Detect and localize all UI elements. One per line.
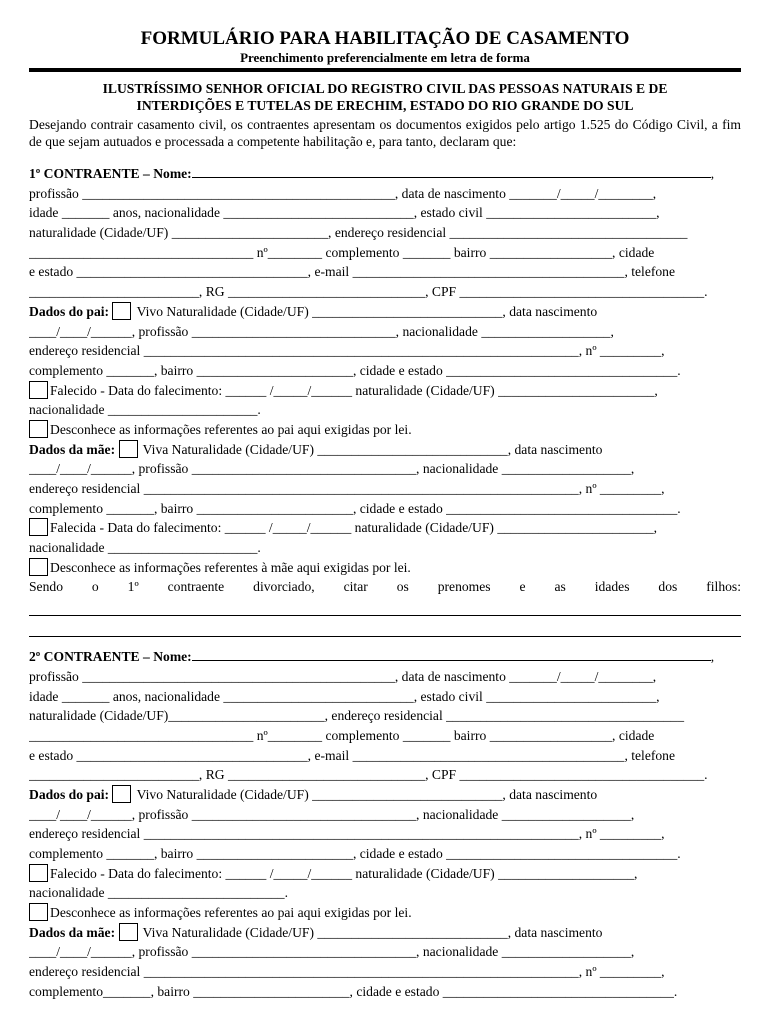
c1-pai-line-4[interactable]: complemento _______, bairro _______________________, cidade e estado __________________________________. bbox=[29, 362, 681, 378]
c2-mae-line-2[interactable]: ____/____/______, profissão _________________________________, nacionalidade ___________________, bbox=[29, 944, 635, 960]
c1-pai-desconhece-text: Desconhece as informações referentes ao pai aqui exigidas por lei. bbox=[50, 421, 412, 437]
c1-pai-line-3[interactable]: endereço residencial ________________________________________________________________, nº _________, bbox=[29, 343, 665, 359]
c1-mae-nacionalidade[interactable]: nacionalidade ______________________. bbox=[29, 540, 261, 556]
c1-mae-line-2[interactable]: ____/____/______, profissão _________________________________, nacionalidade ___________________, bbox=[29, 461, 635, 477]
c2-pai-falecido-checkbox[interactable] bbox=[29, 864, 48, 882]
c2-pai-vivo-text[interactable]: Vivo Naturalidade (Cidade/UF) ____________________________, data nascimento bbox=[136, 786, 598, 802]
contraente2-heading: 2º CONTRAENTE – Nome: bbox=[29, 649, 192, 665]
c1-pai-falecido-line bbox=[29, 381, 741, 401]
addressee-line-2: INTERDIÇÕES E TUTELAS DE ERECHIM, ESTADO DO RIO GRANDE DO SUL bbox=[136, 98, 634, 113]
intro-paragraph: Desejando contrair casamento civil, os contraentes apresentam os documentos exigidos pelo artigo 1.525 do Código Civil, a fim de que sejam autuados e processada a competente habilitação e, para tanto, declaram que: bbox=[29, 117, 741, 149]
contraente2-name-field[interactable] bbox=[192, 648, 711, 661]
c1-mae-falecida-checkbox[interactable] bbox=[29, 518, 48, 536]
c1-pai-line-1 bbox=[29, 302, 741, 322]
c2-pai-nacionalidade[interactable]: nacionalidade __________________________. bbox=[29, 885, 288, 901]
contraente2-name-line[interactable]: 2º CONTRAENTE – Nome: , bbox=[29, 649, 715, 665]
c2-pai-falecido-line bbox=[29, 864, 741, 884]
c2-mae-line-3[interactable]: endereço residencial ________________________________________________________________, nº _________, bbox=[29, 964, 665, 980]
contraente1-line-2[interactable]: idade _______ anos, nacionalidade ____________________________, estado civil _________________________, bbox=[29, 205, 660, 221]
c2-pai-falecido-text[interactable]: Falecido - Data do falecimento: ______ /_____/______ naturalidade (Cidade/UF) ____________________, bbox=[50, 865, 638, 881]
c1-pai-nacionalidade[interactable]: nacionalidade ______________________. bbox=[29, 402, 261, 418]
c1-mae-line-4[interactable]: complemento _______, bairro _______________________, cidade e estado __________________________________. bbox=[29, 500, 681, 516]
form-subtitle: Preenchimento preferencialmente em letra de forma bbox=[240, 50, 530, 65]
contraente2-line-1[interactable]: profissão ______________________________________________, data de nascimento _______/_____/________, bbox=[29, 668, 657, 684]
c2-mae-viva-text[interactable]: Viva Naturalidade (Cidade/UF) ____________________________, data nascimento bbox=[142, 924, 603, 940]
contraente2-line-5[interactable]: e estado __________________________________, e-mail ________________________________________, telefone bbox=[29, 747, 676, 763]
c2-mae-viva-checkbox[interactable] bbox=[119, 923, 138, 941]
contraente1-line-3[interactable]: naturalidade (Cidade/UF) _______________________, endereço residencial ___________________________________ bbox=[29, 225, 688, 241]
contraente1-name-line[interactable]: 1º CONTRAENTE – Nome: , bbox=[29, 166, 715, 181]
header-divider bbox=[29, 68, 741, 72]
form-page bbox=[29, 0, 741, 1002]
c2-pai-label: Dados do pai: bbox=[29, 786, 110, 802]
c2-pai-vivo-checkbox[interactable] bbox=[112, 785, 131, 803]
contraente2-line-2[interactable]: idade _______ anos, nacionalidade ____________________________, estado civil _________________________, bbox=[29, 688, 660, 704]
c2-mae-line-4[interactable]: complemento_______, bairro _______________________, cidade e estado __________________________________. bbox=[29, 983, 678, 999]
c2-pai-desconhece-checkbox[interactable] bbox=[29, 903, 48, 921]
c1-mae-desconhece-line bbox=[29, 558, 741, 578]
c2-pai-line-3[interactable]: endereço residencial ________________________________________________________________, nº _________, bbox=[29, 826, 665, 842]
c1-pai-falecido-checkbox[interactable] bbox=[29, 381, 48, 399]
contraente2-line-4[interactable]: _________________________________ nº________ complemento _______ bairro __________________, cidade bbox=[29, 727, 655, 743]
c1-pai-desconhece-line bbox=[29, 420, 741, 440]
c2-pai-line-1 bbox=[29, 785, 741, 805]
c1-pai-desconhece-checkbox[interactable] bbox=[29, 420, 48, 438]
addressee-line-1: ILUSTRÍSSIMO SENHOR OFICIAL DO REGISTRO CIVIL DAS PESSOAS NATURAIS E DE bbox=[102, 81, 668, 96]
c1-mae-line-1 bbox=[29, 440, 741, 460]
contraente2-line-6[interactable]: _________________________, RG _____________________________, CPF ____________________________________. bbox=[29, 767, 708, 783]
contraente1-line-5[interactable]: e estado __________________________________, e-mail ________________________________________, telefone bbox=[29, 264, 676, 280]
contraente1-line-4[interactable]: _________________________________ nº________ complemento _______ bairro __________________, cidade bbox=[29, 244, 655, 260]
c2-pai-line-4[interactable]: complemento _______, bairro _______________________, cidade e estado __________________________________. bbox=[29, 846, 681, 861]
form-title: FORMULÁRIO PARA HABILITAÇÃO DE CASAMENTO bbox=[140, 28, 630, 49]
c1-mae-label: Dados da mãe: bbox=[29, 441, 116, 457]
c1-mae-viva-checkbox[interactable] bbox=[119, 440, 138, 458]
addressee bbox=[29, 80, 741, 114]
c1-pai-falecido-text[interactable]: Falecido - Data do falecimento: ______ /_____/______ naturalidade (Cidade/UF) _______________________, bbox=[50, 382, 658, 398]
c1-mae-desconhece-checkbox[interactable] bbox=[29, 558, 48, 576]
c1-pai-vivo-text[interactable]: Vivo Naturalidade (Cidade/UF) ____________________________, data nascimento bbox=[136, 303, 598, 319]
c1-pai-line-2[interactable]: ____/____/______, profissão ______________________________, nacionalidade ___________________, bbox=[29, 323, 614, 339]
c1-filhos-label: Sendo o 1º contraente divorciado, citar os prenomes e as idades dos filhos: bbox=[29, 579, 741, 595]
c1-pai-label: Dados do pai: bbox=[29, 303, 110, 319]
c1-mae-viva-text[interactable]: Viva Naturalidade (Cidade/UF) ____________________________, data nascimento bbox=[142, 441, 603, 457]
contraente1-heading: 1º CONTRAENTE – Nome: bbox=[29, 166, 192, 181]
c2-pai-line-2[interactable]: ____/____/______, profissão _________________________________, nacionalidade ___________________, bbox=[29, 806, 635, 822]
c1-filhos-field-2[interactable] bbox=[29, 616, 741, 637]
c1-mae-desconhece-text: Desconhece as informações referentes à mãe aqui exigidas por lei. bbox=[50, 559, 411, 575]
c1-mae-line-3[interactable]: endereço residencial ________________________________________________________________, nº _________, bbox=[29, 481, 665, 496]
c1-pai-vivo-checkbox[interactable] bbox=[112, 302, 131, 320]
c2-pai-desconhece-line bbox=[29, 903, 741, 923]
c1-mae-falecida-text[interactable]: Falecida - Data do falecimento: ______ /_____/______ naturalidade (Cidade/UF) _______________________, bbox=[50, 520, 658, 536]
c1-filhos-field-1[interactable] bbox=[29, 597, 741, 616]
c2-pai-desconhece-text: Desconhece as informações referentes ao pai aqui exigidas por lei. bbox=[50, 905, 412, 921]
contraente1-line-6[interactable]: _________________________, RG _____________________________, CPF ____________________________________. bbox=[29, 284, 708, 300]
c1-mae-falecida-line bbox=[29, 518, 741, 538]
c2-mae-label: Dados da mãe: bbox=[29, 924, 116, 940]
contraente2-line-3[interactable]: naturalidade (Cidade/UF)_______________________, endereço residencial ___________________________________ bbox=[29, 708, 685, 724]
contraente1-name-field[interactable] bbox=[192, 165, 711, 178]
c2-mae-line-1 bbox=[29, 923, 741, 943]
contraente1-line-1[interactable]: profissão ______________________________________________, data de nascimento _______/_____/________, bbox=[29, 185, 657, 201]
